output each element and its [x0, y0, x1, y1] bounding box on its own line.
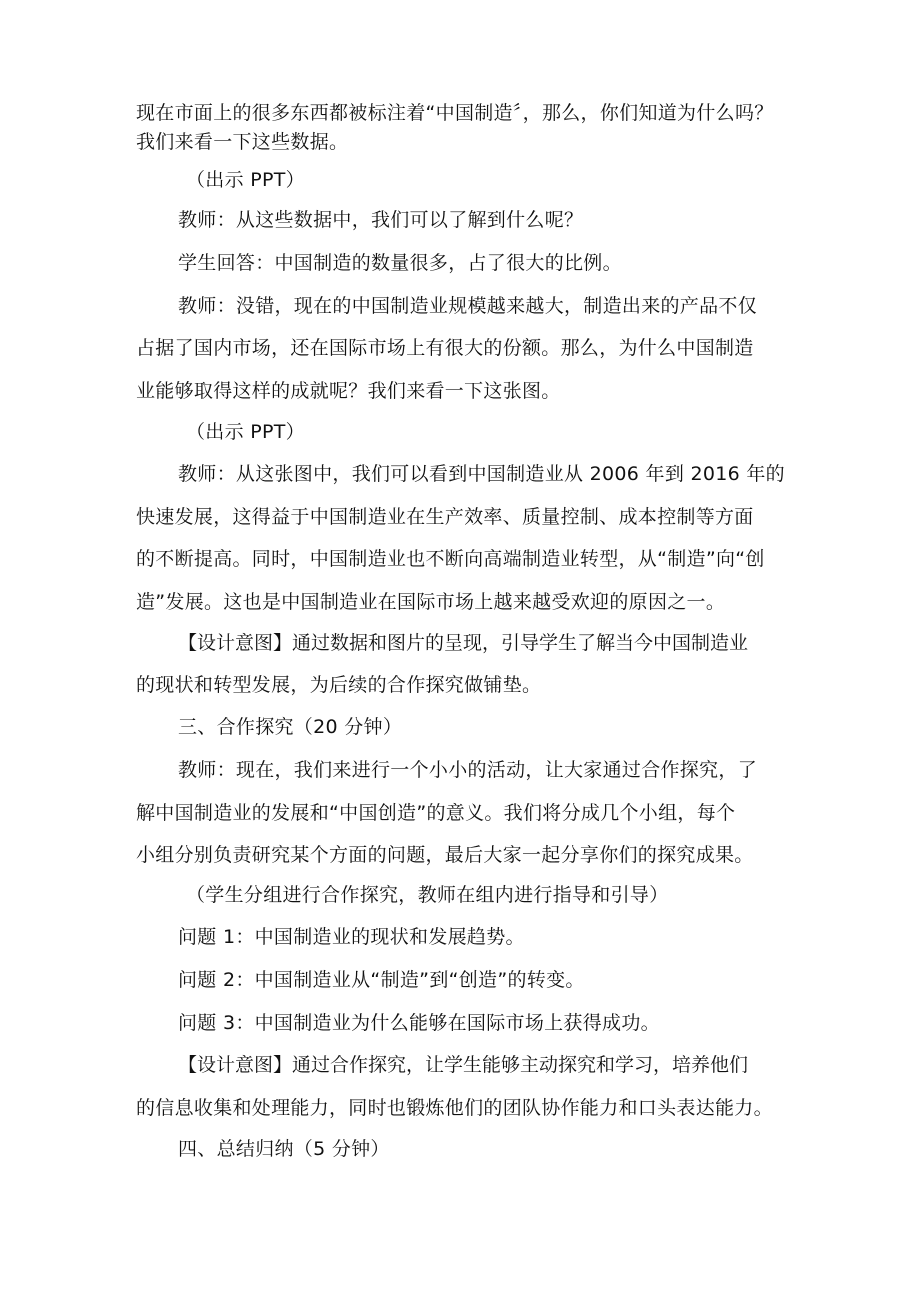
paragraph-line: 的信息收集和处理能力，同时也锻炼他们的团队协作能力和口头表达能力。	[136, 1097, 773, 1119]
paragraph-line: 业能够取得这样的成就呢？我们来看一下这张图。	[136, 380, 561, 402]
paragraph-line: 占据了国内市场，还在国际市场上有很大的份额。那么，为什么中国制造	[136, 337, 754, 359]
paragraph-line: 造”发展。这也是中国制造业在国际市场上越来越受欢迎的原因之一。	[136, 591, 726, 613]
design-intent-line: 【设计意图】通过数据和图片的呈现，引导学生了解当今中国制造业	[178, 632, 749, 654]
paragraph-line: 的不断提高。同时，中国制造业也不断向高端制造业转型，从“制造”向“创	[136, 548, 765, 570]
stage-direction: （出示 PPT）	[186, 421, 305, 443]
paragraph-line: 解中国制造业的发展和“中国创造”的意义。我们将分成几个小组，每个	[136, 802, 736, 824]
section-heading: 三、合作探究（20 分钟）	[178, 716, 403, 738]
paragraph-line: 现在市面上的很多东西都被标注着“中国制造〞，那么，你们知道为什么吗？	[136, 102, 774, 124]
question-item: 问题 1：中国制造业的现状和发展趋势。	[178, 926, 525, 948]
student-line: 学生回答：中国制造的数量很多，占了很大的比例。	[178, 252, 622, 274]
teacher-line: 教师：从这张图中，我们可以看到中国制造业从 2006 年到 2016 年的	[178, 463, 785, 485]
paragraph-line: 的现状和转型发展，为后续的合作探究做铺垫。	[136, 674, 542, 696]
design-intent-line: 【设计意图】通过合作探究，让学生能够主动探究和学习，培养他们	[178, 1054, 749, 1076]
question-item: 问题 2：中国制造业从“制造”到“创造”的转变。	[178, 969, 585, 991]
teacher-line: 教师：现在，我们来进行一个小小的活动，让大家通过合作探究，了	[178, 759, 758, 781]
teacher-line: 教师：没错，现在的中国制造业规模越来越大，制造出来的产品不仅	[178, 295, 758, 317]
paragraph-line: 我们来看一下这些数据。	[136, 131, 349, 153]
teacher-line: 教师：从这些数据中，我们可以了解到什么呢？	[178, 209, 584, 231]
paragraph-line: 快速发展，这得益于中国制造业在生产效率、质量控制、成本控制等方面	[136, 506, 754, 528]
question-item: 问题 3：中国制造业为什么能够在国际市场上获得成功。	[178, 1012, 660, 1034]
stage-direction: （出示 PPT）	[186, 169, 305, 191]
paragraph-line: 小组分别负责研究某个方面的问题，最后大家一起分享你们的探究成果。	[136, 844, 754, 866]
stage-direction: （学生分组进行合作探究，教师在组内进行指导和引导）	[186, 884, 669, 906]
section-heading: 四、总结归纳（5 分钟）	[178, 1138, 390, 1160]
